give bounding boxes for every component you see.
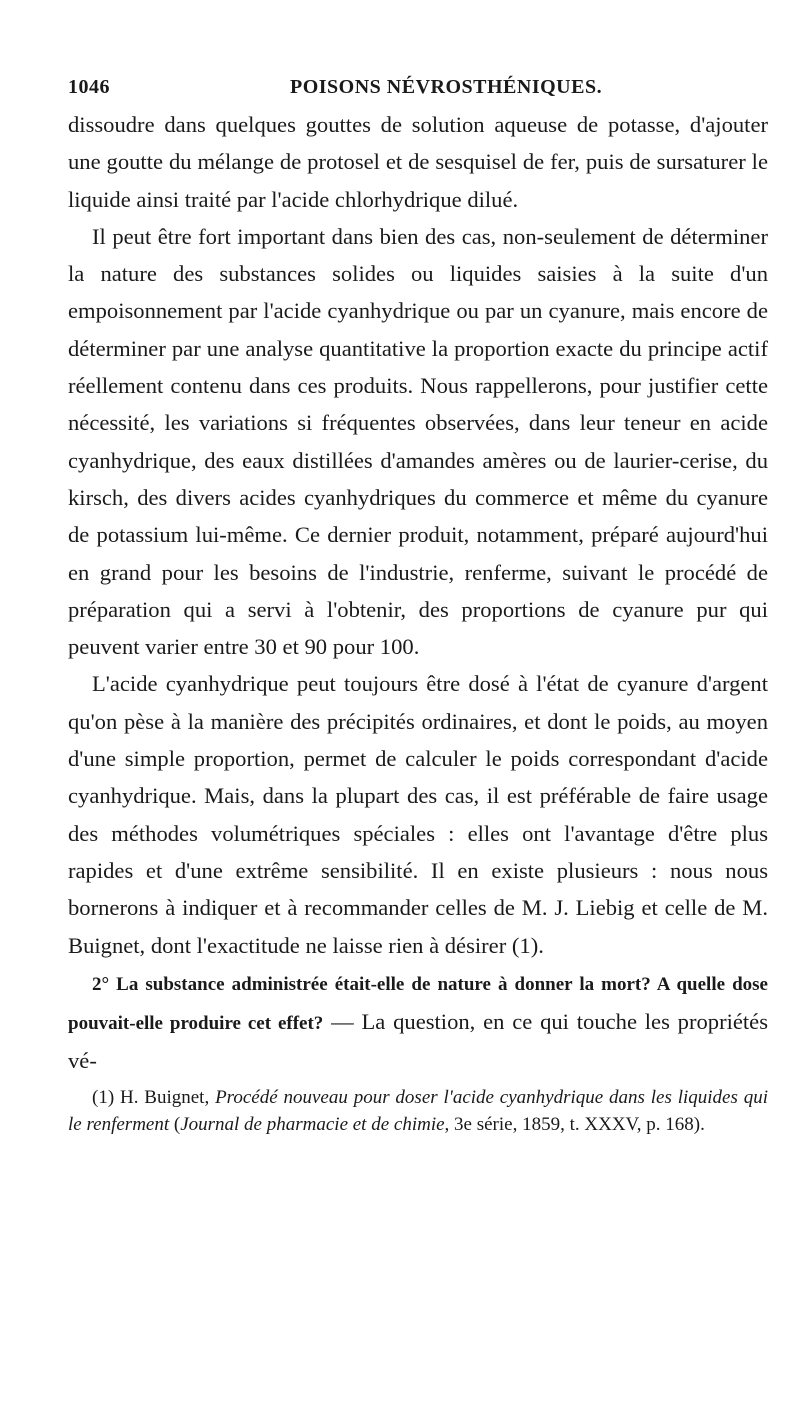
paragraph-dosage-methods: L'acide cyanhydrique peut toujours être dosé à l'état de cyanure d'argent qu'on pèse à la manière des précipités ordinaires, et dont le poids, au moyen d'une simple proportion, permet de calculer le poids correspondant d'acide cyanhydrique. Mais, dans la plupart des cas, il est préférable de faire usage des méthodes volumétriques spéciales : elles ont l'avantage d'être plus rapides et d'une extrême sensibilité. Il en existe plusieurs : nous nous bornerons à indiquer et à recommander celles de M. J. Liebig et celle de M. Buignet, dont l'exactitude ne laisse rien à désirer (1). (68, 671, 768, 958)
footnote-citation-tail: , 3e série, 1859, t. XXXV, p. 168). (444, 1113, 705, 1135)
paragraph-continuation: dissoudre dans quelques gouttes de solution aqueuse de potasse, d'ajouter une goutte du mélange de protosel et de sesquisel de fer, puis de sursaturer le liquide ainsi traité par l'acide chlorhydrique dilué. (68, 112, 768, 212)
paragraph-section-2 (68, 964, 768, 1080)
book-page (68, 76, 768, 1138)
page-header (68, 76, 768, 106)
running-title: POISONS NÉVROSTHÉNIQUES. (290, 76, 603, 98)
paragraph-quantitative-analysis: Il peut être fort important dans bien des cas, non-seulement de déterminer la nature des substances solides ou liquides saisies à la suite d'un empoisonnement par l'acide cyanhydrique ou par un cyanure, mais encore de déterminer par une analyse quantitative la proportion exacte du principe actif réellement contenu dans ces produits. Nous rappellerons, pour justifier cette nécessité, les variations si fréquentes observées, dans leur teneur en acide cyanhydrique, des eaux distillées d'amandes amères ou de laurier-cerise, du kirsch, des divers acides cyanhydriques du commerce et même du cyanure de potassium lui-même. Ce dernier produit, notamment, préparé aujourd'hui en grand pour les besoins de l'industrie, renferme, suivant le procédé de préparation qui a servi à l'obtenir, des proportions de cyanure pur qui peuvent varier entre 30 et 90 pour 100. (68, 223, 768, 660)
section-text: — La question, en ce qui touche les propriétés vé- (68, 1009, 768, 1074)
body-text (68, 106, 768, 1080)
section-heading: 2° La substance administrée était-elle de nature à donner la mort? A quelle dose pouvait-elle produire cet effet? (68, 973, 768, 1035)
page-number: 1046 (68, 76, 110, 98)
footnote-journal-open: ( (173, 1113, 181, 1135)
footnote-title: Procédé nouveau pour doser l'acide cyanhydrique dans les liquides qui le renferment (68, 1086, 768, 1135)
footnote (68, 1084, 768, 1138)
footnote-journal: Journal de pharmacie et de chimie (180, 1113, 445, 1135)
footnote-author: (1) H. Buignet, (92, 1086, 210, 1108)
